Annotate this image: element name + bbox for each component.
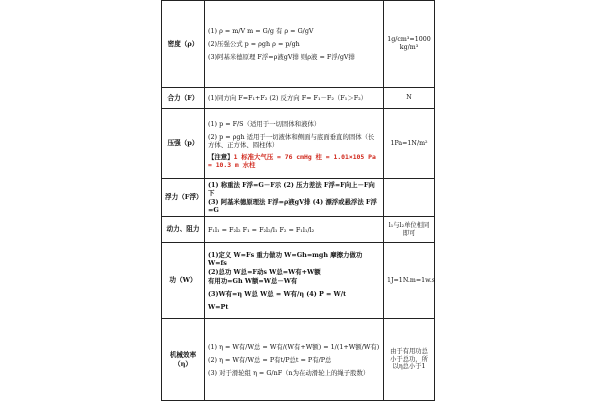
unit-cell: [384, 179, 435, 217]
formula-line: W=Pt: [208, 302, 229, 311]
formula-line: (1) 称重法 F浮=G－F示 (2) 压力差法 F浮=F向上－F向下: [208, 181, 375, 197]
unit-cell: 1g/cm³=1000 kg/m³: [384, 1, 435, 88]
quantity-name: 浮力（F浮）: [162, 179, 205, 217]
formula-cell: [205, 1, 384, 88]
quantity-name: 密度（ρ）: [162, 1, 205, 88]
atmosphere-note: [208, 153, 380, 169]
formula-cell: [205, 319, 384, 401]
quantity-name: 合力（F）: [162, 88, 205, 109]
formula-line: (3) 阿基米德原理法 F浮=ρ液gV排 (4) 漂浮或悬浮法 F浮=G: [208, 198, 377, 214]
table-row-efficiency: [162, 319, 435, 401]
formula-line: F₁l₁ = F₂l₂ F₁ = F₂l₂/l₁ F₂ = F₁l₁/l₂: [208, 225, 315, 234]
table-row-buoyancy: [162, 179, 435, 217]
formula-line: (2) p = ρgh 适用于一切液体和侧面与底面垂直的固体（长方体、正方体、圆柱体）: [208, 132, 375, 149]
formula-line: (1) η = W有/W总 = W有/(W有+W额) = 1/(1+W额/W有): [208, 342, 380, 351]
formula-line: 有用功=Gh W额=W总－W有: [208, 276, 298, 285]
unit-cell: 1J=1N.m=1w.s: [384, 243, 435, 319]
table-row-work: [162, 243, 435, 319]
table-row-density: [162, 1, 435, 88]
unit-cell: N: [384, 88, 435, 109]
formula-line: (3) 对于滑轮组 η = G/nF（n为在动滑轮上的绳子股数）: [208, 368, 370, 377]
formula-sheet: [161, 0, 436, 400]
unit-cell: 由于有用功总小于总功，所以η总小于1: [384, 319, 435, 401]
formula-cell: [205, 243, 384, 319]
formula-line: (2) η = W有/W总 = P有t/P总t = P有/P总: [208, 355, 332, 364]
formula-line: (3)阿基米德原理 F浮=ρ液gV排 则ρ液 = F浮/gV排: [208, 53, 355, 61]
formula-line: (1) ρ = m/V m = G/g 有 ρ = G/gV: [208, 27, 314, 35]
formula-table: [161, 0, 435, 401]
unit-cell: 1Pa=1N/m²: [384, 109, 435, 179]
table-row-lever: [162, 217, 435, 243]
quantity-name: 功（W）: [162, 243, 205, 319]
note-label: 【注意】: [208, 152, 234, 161]
formula-line: (2)压强公式 p = ρgh ρ = p/gh: [208, 40, 300, 48]
formula-cell: [205, 217, 384, 243]
table-row-pressure: [162, 109, 435, 179]
formula-line: (3)W有=η W总 W总 = W有/η (4) P = W/t: [208, 289, 347, 298]
formula-line: (1)定义 W=Fs 重力做功 W=Gh=mgh 摩擦力做功 W=fs: [208, 250, 363, 267]
formula-cell: [205, 109, 384, 179]
unit-cell: l₁与l₂单位相同即可: [384, 217, 435, 243]
formula-line: (1) p = F/S（适用于一切固体和液体）: [208, 119, 321, 128]
quantity-name: 压强（p）: [162, 109, 205, 179]
formula-line: (1)同方向 F=F₁+F₂ (2) 反方向 F= F₁－F₂（F₁＞F₂）: [208, 94, 368, 102]
formula-cell: [205, 88, 384, 109]
quantity-name: 机械效率（η）: [162, 319, 205, 401]
formula-line: (2)总功 W总=F动s W总=W有+W额: [208, 267, 321, 276]
quantity-name: 动力、阻力: [162, 217, 205, 243]
note-text: 1 标准大气压 = 76 cmHg 柱 = 1.01×105 Pa = 10.3 m 水柱: [208, 152, 376, 169]
table-row-resultant-force: [162, 88, 435, 109]
formula-cell: [205, 179, 384, 217]
